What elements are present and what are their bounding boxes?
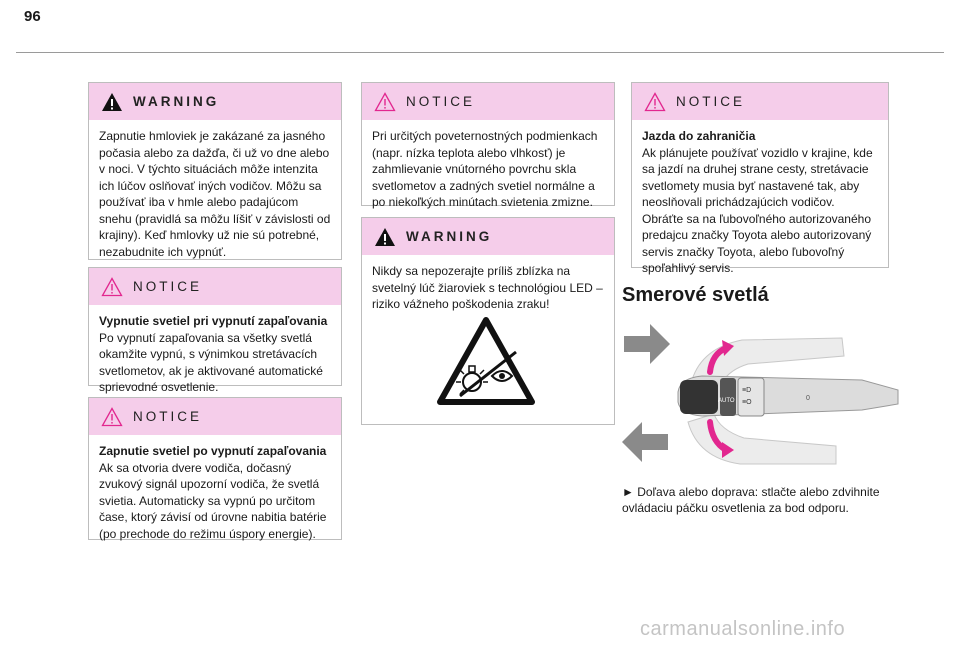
lever-label-off: 0	[806, 395, 810, 402]
warning-title: WARNING	[406, 229, 493, 244]
arrow-left-icon	[622, 422, 668, 462]
no-look-led-icon	[436, 316, 536, 416]
notice-title: NOTICE	[676, 94, 746, 109]
notice-title: NOTICE	[406, 94, 476, 109]
notice-header	[632, 83, 888, 120]
notice-box-abroad	[631, 82, 889, 275]
warning-box-led	[361, 217, 615, 425]
notice-text: Ak sa otvoria dvere vodiča, dočasný zvukový signál upozorní vodiča, že svetlá svietia. Automaticky sa vypnú po určitom čase, ktorý závisí od úrovne nabitia batérie (po prechode do režimu úspory energie).	[99, 460, 327, 541]
warning-triangle-icon	[374, 227, 396, 247]
warning-text: Nikdy sa nepozerajte príliš zblízka na svetelný lúč žiaroviek s technológiou LED – riziko vážneho poškodenia zraku!	[372, 264, 603, 311]
page-number: 96	[24, 8, 41, 25]
notice-text: Pri určitých poveternostných podmienkach (napr. nízka teplota alebo vlhkosť) je zahmlievanie vnútorného povrchu skla svetlometov a zadných svetiel normálne a po niekoľkých minútach svietenia zmizne.	[372, 129, 598, 209]
notice-text: Po vypnutí zapaľovania sa všetky svetlá okamžite vypnú, s výnimkou stretávacích svetlometov, ak je aktivované automatické sprievodné osvetlenie.	[99, 330, 323, 394]
lever-label-auto: AUTO	[718, 398, 735, 404]
lever-label-fog: ≡O	[742, 399, 752, 406]
notice-subtitle: Vypnutie svetiel pri vypnutí zapaľovania	[99, 314, 328, 328]
warning-text: Zapnutie hmloviek je zakázané za jasného počasia alebo za dažďa, či už vo dne alebo v noci. V týchto situáciách môže intenzita ich lúčov oslňovať iných vodičov. Môžu sa používať iba v hmle alebo padajúcom snehu (pravidlá sa môžu líšiť v závislosti od krajiny). Keď hmlovky už nie sú potrebné, nezabudnite ich vypnúť.	[99, 129, 331, 259]
warning-box-fog-lights	[88, 82, 342, 260]
notice-body	[89, 305, 341, 404]
notice-triangle-icon	[644, 92, 666, 112]
notice-subtitle: Zapnutie svetiel po vypnutí zapaľovania	[99, 444, 327, 458]
watermark: carmanualsonline.info	[640, 618, 846, 640]
notice-body	[89, 435, 341, 550]
notice-title: NOTICE	[133, 279, 203, 294]
notice-box-lights-on	[88, 397, 342, 540]
notice-title: NOTICE	[133, 409, 203, 424]
arrow-right-icon	[624, 324, 670, 364]
warning-triangle-icon	[101, 92, 123, 112]
notice-header	[362, 83, 614, 120]
notice-text: Ak plánujete používať vozidlo v krajine, kde sa jazdí na druhej strane cesty, stretávacie svetlomety musia byť nastavené tak, aby neoslňovali prichádzajúcich vodičov. Obráťte sa na ľubovoľného autorizovaného predajcu značky Toyota alebo autorizovaný servis značky Toyota, alebo ľubovoľný spoľahlivý servis.	[642, 145, 873, 275]
lever-label-beam: ≡D	[742, 387, 752, 394]
notice-triangle-icon	[101, 277, 123, 297]
warning-header	[362, 218, 614, 255]
notice-header	[89, 398, 341, 435]
turn-signal-instruction: ► Doľava alebo doprava: stlačte alebo zdvihnite ovládaciu páčku osvetlenia za bod odporu.	[622, 485, 880, 515]
notice-triangle-icon	[101, 407, 123, 427]
notice-triangle-icon	[374, 92, 396, 112]
notice-header	[89, 268, 341, 305]
section-title: Smerové svetlá	[622, 284, 769, 306]
notice-subtitle: Jazda do zahraničia	[642, 129, 756, 143]
notice-body	[632, 120, 888, 285]
turn-signal-lever-illustration	[622, 318, 902, 478]
warning-header	[89, 83, 341, 120]
warning-title: WARNING	[133, 94, 220, 109]
notice-box-lights-off	[88, 267, 342, 394]
top-divider	[16, 52, 944, 53]
notice-box-condensation	[361, 82, 615, 209]
